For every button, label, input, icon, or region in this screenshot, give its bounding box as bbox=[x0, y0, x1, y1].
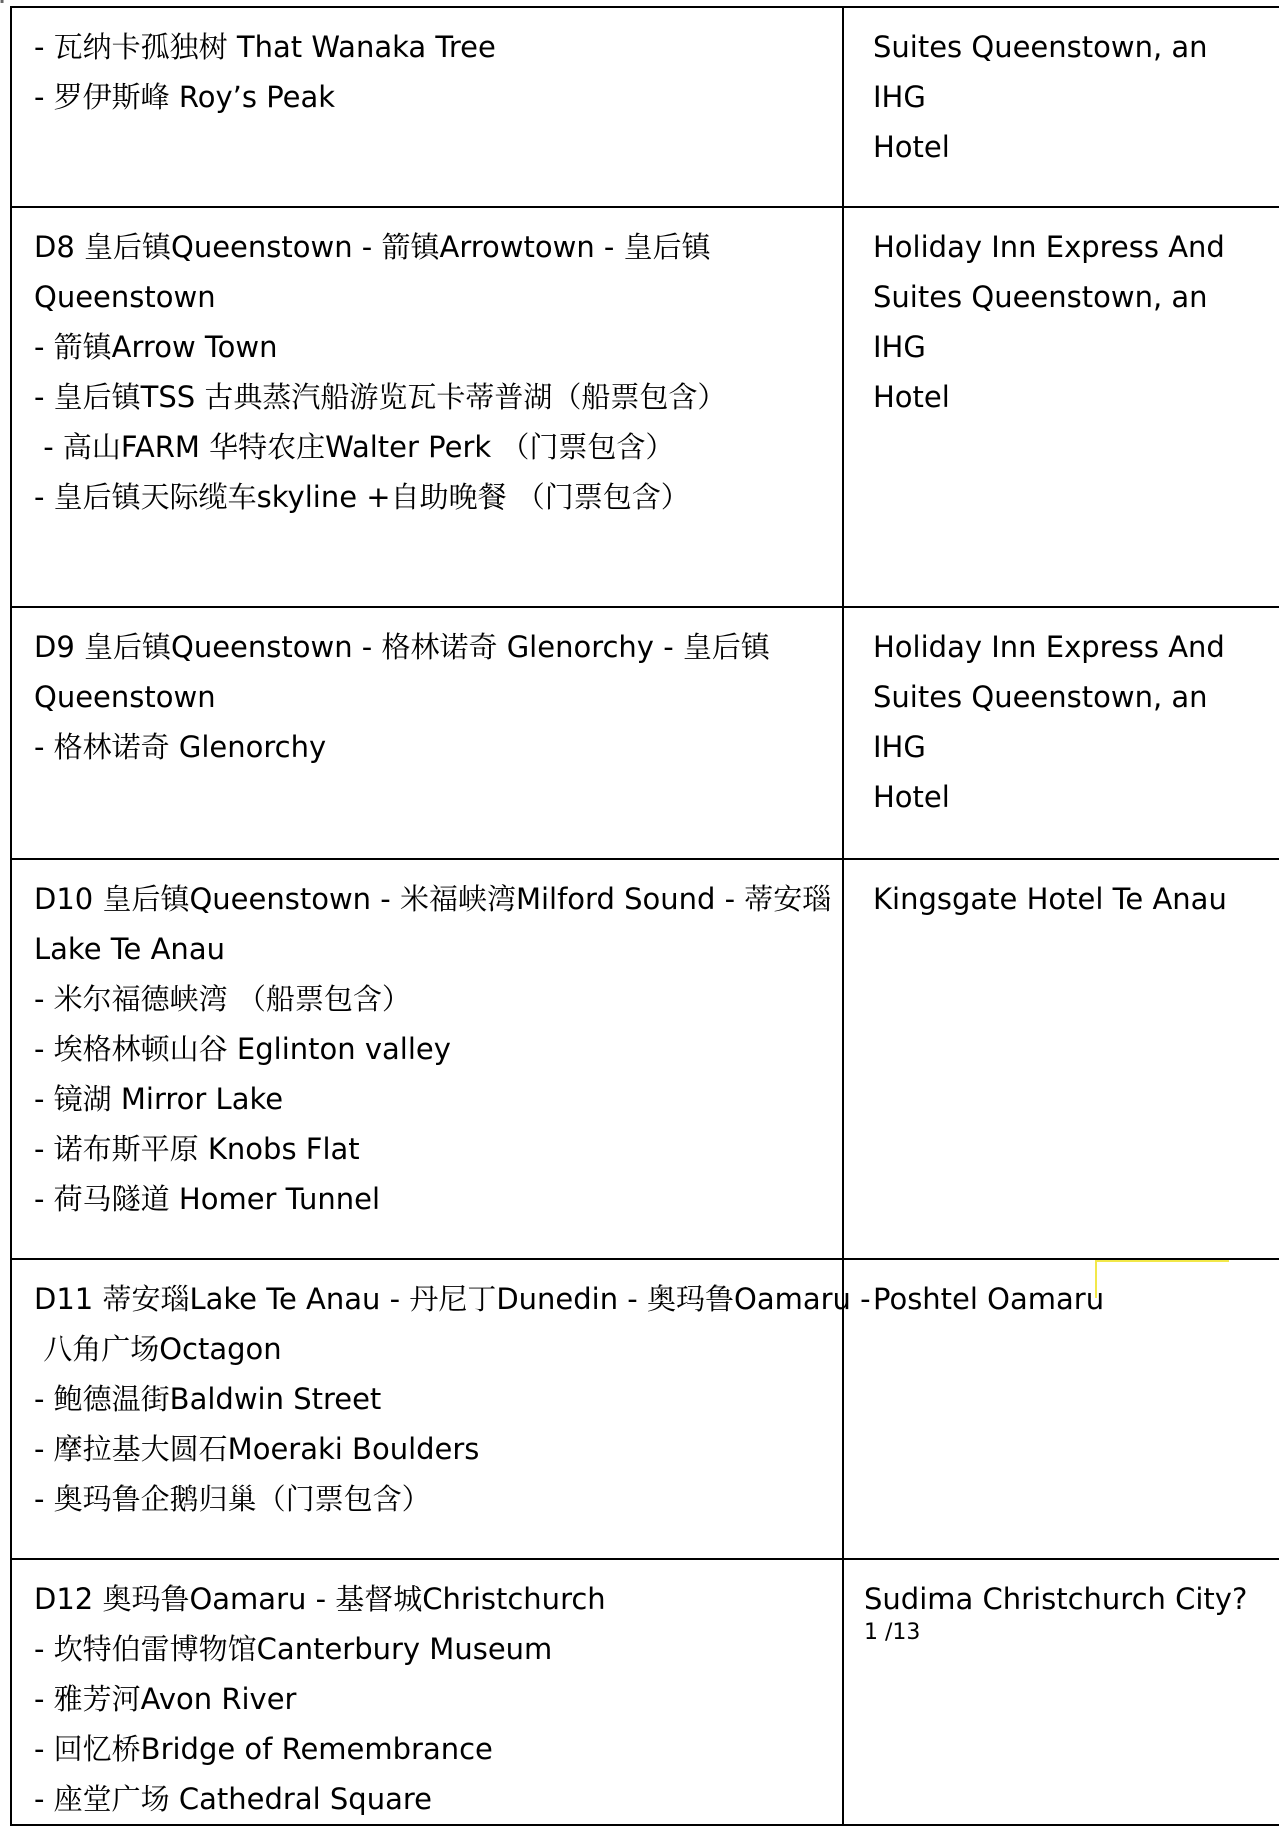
hotel-line: Holiday Inn Express And bbox=[873, 230, 1225, 264]
hotel-cell bbox=[843, 1259, 1279, 1559]
hotel-cell bbox=[843, 7, 1279, 207]
itinerary-line: - 皇后镇TSS 古典蒸汽船游览瓦卡蒂普湖（船票包含） bbox=[34, 380, 727, 414]
itinerary-line: - 罗伊斯峰 Roy’s Peak bbox=[34, 80, 336, 114]
hotel-line: Hotel bbox=[873, 380, 950, 414]
day-heading: D8 皇后镇Queenstown - 箭镇Arrowtown - 皇后镇 bbox=[34, 230, 711, 264]
itinerary-line: - 雅芳河Avon River bbox=[34, 1682, 297, 1716]
itinerary-line: - 诺布斯平原 Knobs Flat bbox=[34, 1132, 360, 1166]
itinerary-line: - 座堂广场 Cathedral Square bbox=[34, 1782, 432, 1816]
itinerary-cell bbox=[11, 1559, 843, 1825]
itinerary-line: - 奥玛鲁企鹅归巢（门票包含） bbox=[34, 1482, 431, 1516]
page-number-fragment: 1 /13 bbox=[864, 1620, 921, 1645]
itinerary-line: - 回忆桥Bridge of Remembrance bbox=[34, 1732, 493, 1766]
corner-artifact: ▪ bbox=[0, 0, 5, 5]
hotel-line: Hotel bbox=[873, 130, 950, 164]
day-heading: D9 皇后镇Queenstown - 格林诺奇 Glenorchy - 皇后镇 bbox=[34, 630, 770, 664]
hotel-cell bbox=[843, 859, 1279, 1259]
itinerary-line: - 埃格林顿山谷 Eglinton valley bbox=[34, 1032, 451, 1066]
hotel-cell bbox=[843, 607, 1279, 859]
hotel-line: Sudima Christchurch City? bbox=[864, 1582, 1248, 1616]
itinerary-line: - 箭镇Arrow Town bbox=[34, 330, 278, 364]
table-row bbox=[11, 607, 1279, 859]
itinerary-line: - 镜湖 Mirror Lake bbox=[34, 1082, 284, 1116]
itinerary-line: - 摩拉基大圆石Moeraki Boulders bbox=[34, 1432, 480, 1466]
itinerary-line: - 鲍德温街Baldwin Street bbox=[34, 1382, 382, 1416]
itinerary-cell bbox=[11, 7, 843, 207]
day-heading-cont: Queenstown bbox=[34, 680, 216, 714]
itinerary-line: - 米尔福德峡湾 （船票包含） bbox=[34, 982, 411, 1016]
hotel-line: Suites Queenstown, an IHG bbox=[873, 280, 1208, 364]
itinerary-line: - 坎特伯雷博物馆Canterbury Museum bbox=[34, 1632, 553, 1666]
table-row bbox=[11, 859, 1279, 1259]
hotel-cell bbox=[843, 207, 1279, 607]
day-heading-cont: 八角广场Octagon bbox=[34, 1332, 282, 1366]
itinerary-line: - 高山FARM 华特农庄Walter Perk （门票包含） bbox=[34, 430, 675, 464]
highlight-marker bbox=[1095, 1260, 1229, 1298]
itinerary-line: - 荷马隧道 Homer Tunnel bbox=[34, 1182, 381, 1216]
table-row bbox=[11, 207, 1279, 607]
table-row bbox=[11, 7, 1279, 207]
itinerary-line: - 格林诺奇 Glenorchy bbox=[34, 730, 327, 764]
table-row bbox=[11, 1259, 1279, 1559]
hotel-line: Hotel bbox=[873, 780, 950, 814]
itinerary-cell bbox=[11, 207, 843, 607]
hotel-cell bbox=[843, 1559, 1279, 1825]
hotel-line: Suites Queenstown, an IHG bbox=[873, 30, 1208, 114]
day-heading-cont: Lake Te Anau bbox=[34, 932, 225, 966]
day-heading-cont: Queenstown bbox=[34, 280, 216, 314]
day-heading: D11 蒂安瑙Lake Te Anau - 丹尼丁Dunedin - 奥玛鲁Oamaru - bbox=[34, 1282, 871, 1316]
itinerary-cell bbox=[11, 859, 843, 1259]
table-row bbox=[11, 1559, 1279, 1825]
itinerary-line: - 瓦纳卡孤独树 That Wanaka Tree bbox=[34, 30, 496, 64]
hotel-line: Kingsgate Hotel Te Anau bbox=[873, 882, 1227, 916]
hotel-line: Holiday Inn Express And bbox=[873, 630, 1225, 664]
itinerary-table bbox=[10, 6, 1279, 1826]
itinerary-cell bbox=[11, 607, 843, 859]
day-heading: D10 皇后镇Queenstown - 米福峡湾Milford Sound - 蒂安瑙 bbox=[34, 882, 832, 916]
hotel-line: Suites Queenstown, an IHG bbox=[873, 680, 1208, 764]
hotel-line: Poshtel Oamaru bbox=[873, 1282, 1105, 1316]
itinerary-line: - 皇后镇天际缆车skyline +自助晚餐 （门票包含） bbox=[34, 480, 690, 514]
day-heading: D12 奥玛鲁Oamaru - 基督城Christchurch bbox=[34, 1582, 606, 1616]
itinerary-cell bbox=[11, 1259, 871, 1559]
